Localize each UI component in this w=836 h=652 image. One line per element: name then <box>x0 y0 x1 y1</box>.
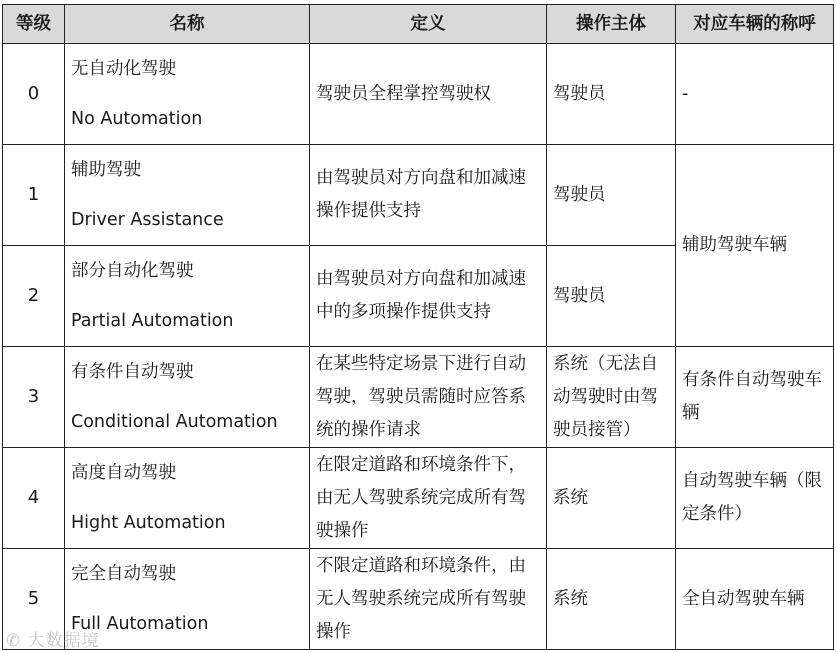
level-cell: 2 <box>3 246 65 347</box>
name-en: Partial Automation <box>71 311 234 331</box>
name-cn: 有条件自动驾驶 <box>71 362 194 382</box>
vehicle-cell: 全自动驾驶车辆 <box>676 549 834 650</box>
name-cell <box>65 549 310 650</box>
definition-cell: 由驾驶员对方向盘和加减速中的多项操作提供支持 <box>310 246 547 347</box>
level-cell: 3 <box>3 347 65 448</box>
vehicle-cell: 自动驾驶车辆（限定条件） <box>676 448 834 549</box>
definition-cell: 在某些特定场景下进行自动驾驶，驾驶员需随时应答系统的操作请求 <box>310 347 547 448</box>
name-cell <box>65 44 310 145</box>
watermark <box>6 626 100 651</box>
vehicle-cell: - <box>676 44 834 145</box>
vehicle-cell: 辅助驾驶车辆 <box>676 145 834 347</box>
operator-cell: 系统 <box>547 549 676 650</box>
definition-cell: 由驾驶员对方向盘和加减速操作提供支持 <box>310 145 547 246</box>
operator-cell: 系统（无法自动驾驶时由驾驶员接管） <box>547 347 676 448</box>
header-row <box>3 5 834 44</box>
name-cell <box>65 347 310 448</box>
name-cell <box>65 448 310 549</box>
definition-cell: 不限定道路和环境条件，由无人驾驶系统完成所有驾驶操作 <box>310 549 547 650</box>
name-cell <box>65 145 310 246</box>
definition-cell: 在限定道路和环境条件下，由无人驾驶系统完成所有驾驶操作 <box>310 448 547 549</box>
table-row <box>3 347 834 448</box>
definition-cell: 驾驶员全程掌控驾驶权 <box>310 44 547 145</box>
name-cn: 辅助驾驶 <box>71 160 141 180</box>
level-cell: 1 <box>3 145 65 246</box>
name-cell <box>65 246 310 347</box>
table-row <box>3 44 834 145</box>
name-en: Hight Automation <box>71 513 226 533</box>
name-en: No Automation <box>71 109 203 129</box>
name-cn: 无自动化驾驶 <box>71 59 176 79</box>
header-definition: 定义 <box>310 5 547 44</box>
name-en: Full Automation <box>71 614 209 634</box>
name-cn: 部分自动化驾驶 <box>71 261 194 281</box>
operator-cell: 驾驶员 <box>547 145 676 246</box>
name-cn: 高度自动驾驶 <box>71 463 176 483</box>
table-row <box>3 145 834 246</box>
name-en: Driver Assistance <box>71 210 224 230</box>
watermark-logo-icon: ✆ <box>6 631 22 651</box>
header-vehicle: 对应车辆的称呼 <box>676 5 834 44</box>
operator-cell: 系统 <box>547 448 676 549</box>
operator-cell: 驾驶员 <box>547 246 676 347</box>
name-en: Conditional Automation <box>71 412 278 432</box>
automation-levels-table <box>2 4 834 650</box>
level-cell: 5 <box>3 549 65 650</box>
name-cn: 完全自动驾驶 <box>71 564 176 584</box>
table-row <box>3 448 834 549</box>
header-operator: 操作主体 <box>547 5 676 44</box>
watermark-text: 大数据境 <box>27 631 100 651</box>
operator-cell: 驾驶员 <box>547 44 676 145</box>
table-row <box>3 549 834 650</box>
level-cell: 4 <box>3 448 65 549</box>
vehicle-cell: 有条件自动驾驶车辆 <box>676 347 834 448</box>
header-name: 名称 <box>65 5 310 44</box>
level-cell: 0 <box>3 44 65 145</box>
header-level: 等级 <box>3 5 65 44</box>
